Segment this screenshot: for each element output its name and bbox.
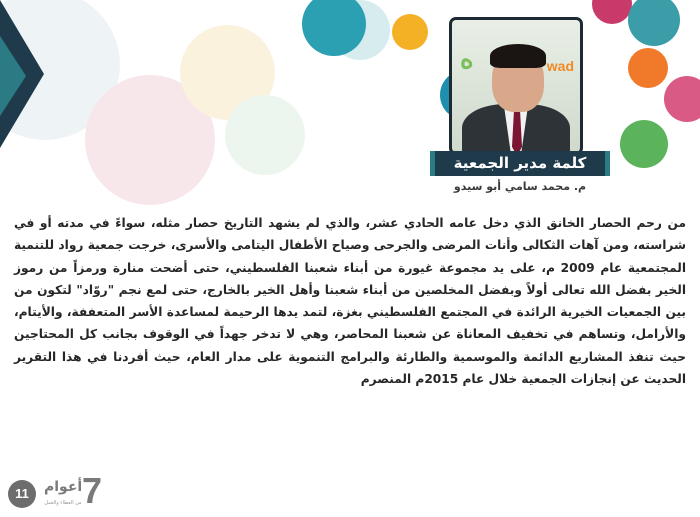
page-number: 11 — [8, 480, 36, 508]
photo-logo-mark: ه — [460, 44, 474, 74]
decor-circle-magenta — [592, 0, 632, 24]
decor-circle-orange-right — [628, 48, 668, 88]
years-label: أعوام — [44, 479, 83, 495]
director-photo — [452, 20, 580, 152]
decor-circle-teal-right — [628, 0, 680, 46]
decor-chevron-teal — [0, 36, 26, 116]
decor-circle-green — [225, 95, 305, 175]
decor-circle-orange — [392, 14, 428, 50]
body-paragraph: من رحم الحصار الخانق الذي دخل عامه الحادي عشر، والذي لم يشهد التاريخ حصار مثله، سواءً في مدته أو في شراسته، ومن آهات الثكالى وأنات المرضى والجرحى وصياح الأطفال اليتامى والأسرى، خرجت جمعية رواد للتنمية المجتمعية عام 2009 م، على يد مجموعة غيورة من أبناء شعبنا الفلسطيني، حتى أضحت منارة ورمزاً من رموز الخير بفضل الله تعالى أولاً وبفضل المخلصين من أبناء شعبنا وأهل الخير بالخارج، حتى لمع نجم "روّاد" لتكون من بين الجمعيات الخيرية الرائدة في المجتمع الفلسطيني بغزة، لتمد يدها الرحيمة لمساعدة الأسر المتعففة، والأيتام، والأرامل، وتساهم في تخفيف المعاناة عن شعبنا المحاصر، وهي لا تدخر جهداً في الوقوف بجانب كل المحتاجين حيث تنفذ المشاريع الدائمة والموسمية والطارئة والبرامج التنموية على مدار العام، حيث أفردنا في هذا التقرير الحديث عن إنجازات الجمعية خلال عام 2015م المنصرم — [14, 216, 686, 387]
decor-circle-pink-right — [664, 76, 700, 122]
photo-logo-text: wad — [546, 58, 574, 74]
years-subtitle: من العطاء والعمل — [44, 500, 82, 506]
page-title: كلمة مدير الجمعية — [430, 151, 610, 176]
decor-circle-green-right — [620, 120, 668, 168]
author-name: م. محمد سامي أبو سيدو — [453, 180, 587, 193]
years-digit: 7 — [82, 470, 103, 511]
